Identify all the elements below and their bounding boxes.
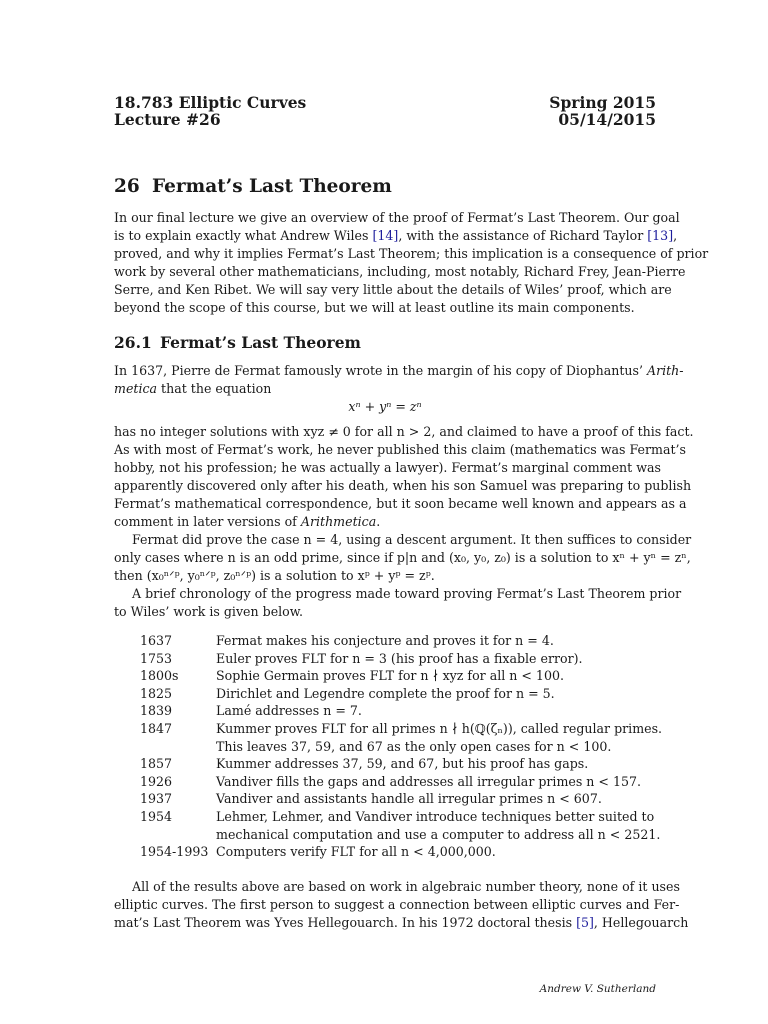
body-line: has no integer solutions with xyz ≠ 0 for all n > 2, and claimed to have a proof of this fact. [114,424,694,439]
chronology-row [140,650,670,668]
body-line: A brief chronology of the progress made toward proving Fermat’s Last Theorem prior [132,586,682,601]
chronology-row [140,843,670,861]
intro-line: beyond the scope of this course, but we will at least outline its main components. [114,300,635,315]
intro-line: In our final lecture we give an overview of the proof of Fermat’s Last Theorem. Our goal [114,210,680,225]
chronology-row [140,685,670,703]
chronology-row [140,826,670,844]
chronology-event: Fermat makes his conjecture and proves it for n = 4. [216,633,554,648]
chronology-year: 1857 [140,756,173,772]
chronology-event: This leaves 37, 59, and 67 as the only open cases for n < 100. [216,738,612,754]
chronology-event: Sophie Germain proves FLT for n ∤ xyz for all n < 100. [216,668,564,684]
body-line: elliptic curves. The first person to suggest a connection between elliptic curves and Fer- [114,897,680,912]
chronology-year: 1753 [140,650,173,666]
body-line: metica that the equation [114,381,272,396]
chronology-year: 1926 [140,773,173,789]
lecture-date: 05/14/2015 [558,110,656,129]
equation: xⁿ + yⁿ = zⁿ [348,399,422,414]
body-line: Fermat’s mathematical correspondence, but it soon became well known and appears as a [114,496,687,511]
section-title: Fermat’s Last Theorem [152,176,392,197]
chronology-row [140,738,670,756]
chronology-event: Kummer proves FLT for all primes n ∤ h(ℚ(ζₙ)), called regular primes. [216,721,663,736]
subsection-number: 26.1 [114,333,152,352]
chronology-year: 1954 [140,809,173,824]
chronology-event: mechanical computation and use a computer to address all n < 2521. [216,826,661,842]
section-number: 26 [114,176,140,197]
body-line: mat’s Last Theorem was Yves Hellegouarch. In his 1972 doctoral thesis [5], Hellegouarch [114,915,689,930]
chronology-row [140,720,670,738]
course-title: 18.783 Elliptic Curves [114,93,307,112]
citation-link[interactable]: [14] [372,228,399,243]
body-line: apparently discovered only after his death, when his son Samuel was preparing to publish [114,478,692,493]
body-line: All of the results above are based on work in algebraic number theory, none of it uses [132,879,680,894]
intro-line: is to explain exactly what Andrew Wiles [14], with the assistance of Richard Taylor [13], [114,228,678,243]
subsection-heading [114,333,361,352]
body-line: Fermat did prove the case n = 4, using a descent argument. It then suffices to consider [132,532,692,547]
chronology-year: 1637 [140,633,173,648]
chronology-year: 1825 [140,685,173,701]
chronology-row [140,755,670,773]
footer-author: Andrew V. Sutherland [539,983,656,995]
chronology-year: 1937 [140,791,173,807]
chronology-event: Lamé addresses n = 7. [216,703,362,719]
body-line: In 1637, Pierre de Fermat famously wrote in the margin of his copy of Diophantus’ Arith- [114,363,684,378]
chronology-row [140,808,670,826]
term: Spring 2015 [549,93,656,112]
body-line: hobby, not his profession; he was actually a lawyer). Fermat’s marginal comment was [114,460,661,475]
chronology-event: Lehmer, Lehmer, and Vandiver introduce techniques better suited to [216,809,655,824]
chronology-year: 1847 [140,721,173,736]
chronology-event: Euler proves FLT for n = 3 (his proof has a fixable error). [216,650,583,666]
page [114,0,709,1024]
chronology-row [140,632,670,650]
chronology-row [140,702,670,720]
body-line: then (x₀ⁿᐟᵖ, y₀ⁿᐟᵖ, z₀ⁿᐟᵖ) is a solution to xᵖ + yᵖ = zᵖ. [114,568,435,583]
chronology-event: Computers verify FLT for all n < 4,000,000. [216,844,496,860]
body-line: to Wiles’ work is given below. [114,604,304,619]
citation-link[interactable]: [5] [576,915,594,930]
chronology-year: 1954-1993 [140,844,209,860]
section-heading [114,176,392,197]
chronology-event: Dirichlet and Legendre complete the proof for n = 5. [216,685,555,701]
chronology-event: Kummer addresses 37, 59, and 67, but his proof has gaps. [216,756,589,772]
chronology-row [140,773,670,791]
chronology-year: 1839 [140,703,173,719]
intro-line: work by several other mathematicians, including, most notably, Richard Frey, Jean-Pierre [114,264,686,279]
lecture-number: Lecture #26 [114,110,221,129]
intro-line: proved, and why it implies Fermat’s Last Theorem; this implication is a consequence of prior [114,246,709,261]
body-line: comment in later versions of Arithmetica. [114,514,381,529]
subsection-title: Fermat’s Last Theorem [160,333,361,352]
chronology-row [140,790,670,808]
body-line: only cases where n is an odd prime, since if p|n and (x₀, y₀, z₀) is a solution to xⁿ + yⁿ = zⁿ, [114,550,691,565]
chronology-row [140,667,670,685]
body-line: As with most of Fermat’s work, he never published this claim (mathematics was Fermat’s [114,442,686,457]
chronology-event: Vandiver and assistants handle all irregular primes n < 607. [216,791,602,807]
intro-line: Serre, and Ken Ribet. We will say very little about the details of Wiles’ proof, which are [114,282,672,297]
chronology-event: Vandiver fills the gaps and addresses all irregular primes n < 157. [216,773,642,789]
chronology-year: 1800s [140,668,179,684]
citation-link[interactable]: [13] [647,228,674,243]
